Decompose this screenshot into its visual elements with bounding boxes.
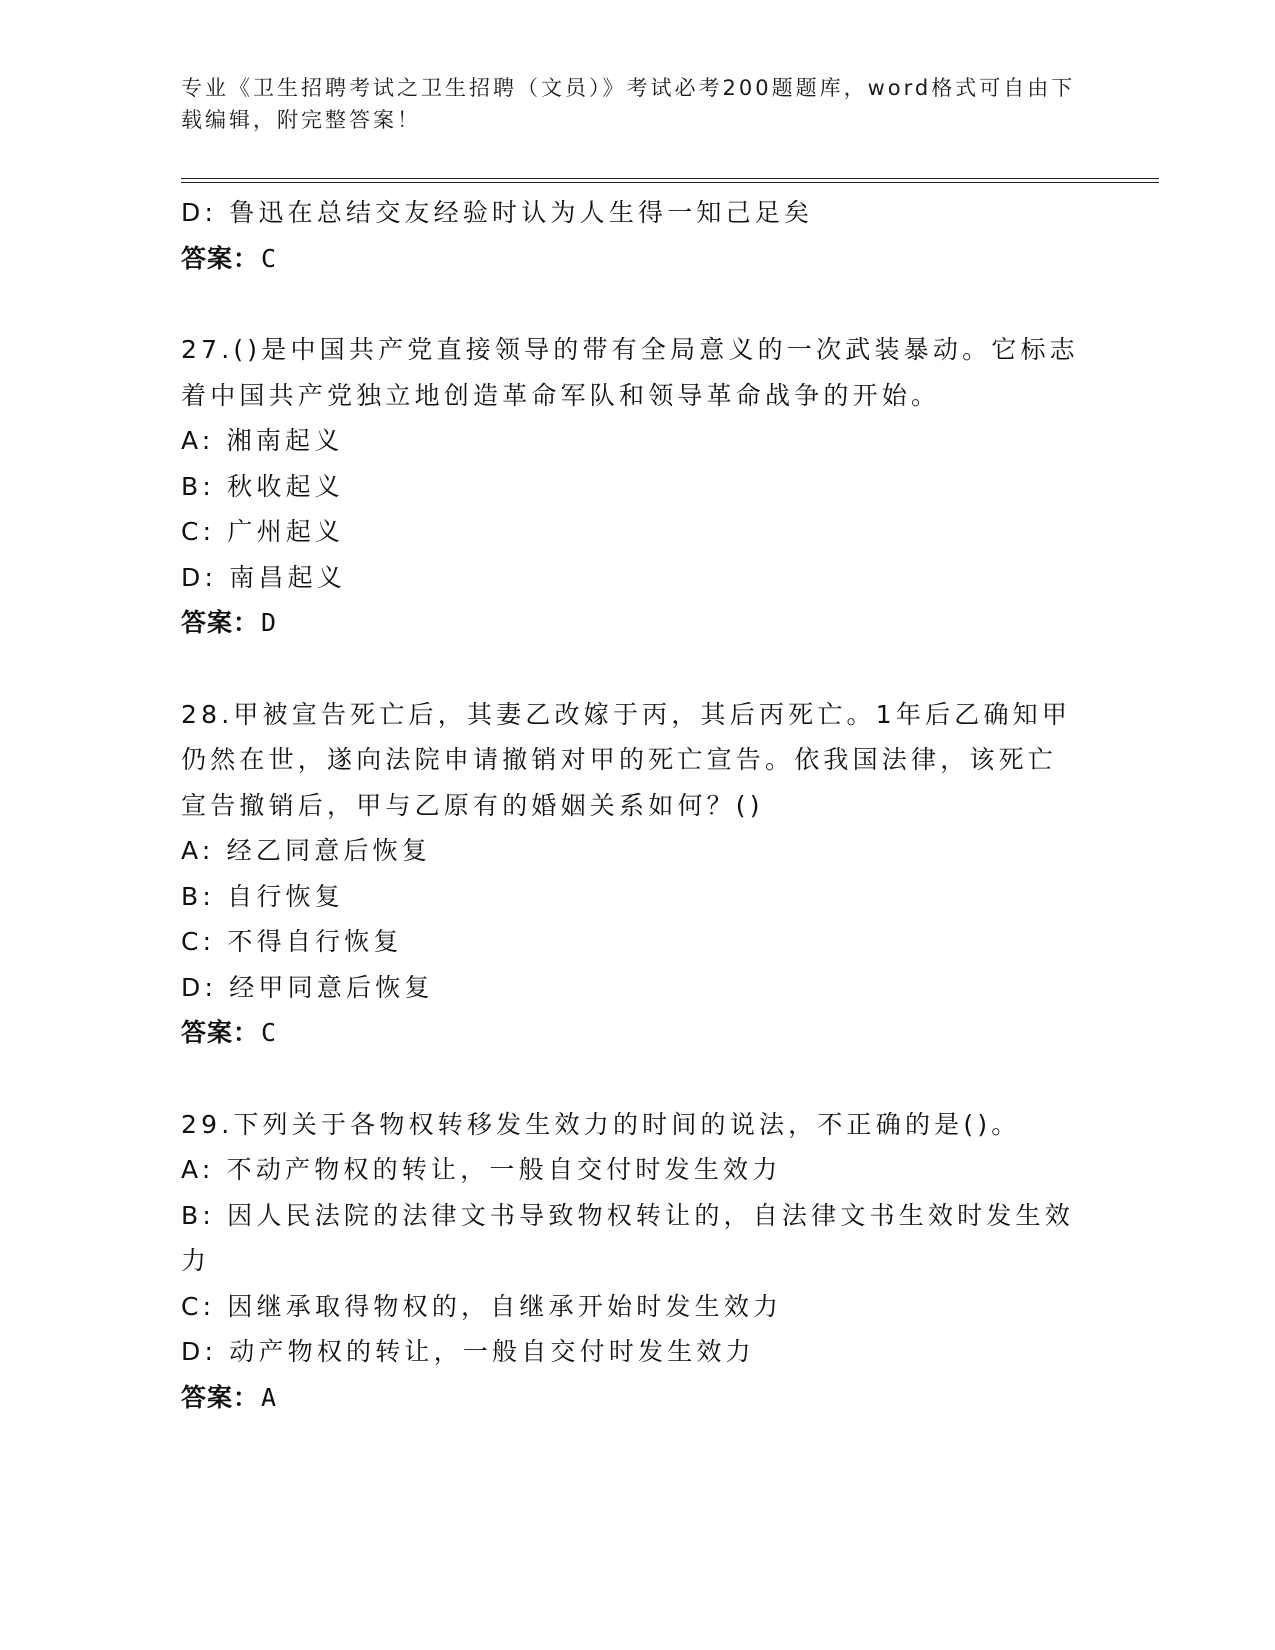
document-body	[181, 190, 1081, 1420]
answer-value: C	[261, 243, 278, 273]
answer-label: 答案：	[181, 1018, 260, 1047]
option-a: A: 湘南起义	[181, 426, 344, 455]
answer-line	[181, 600, 1081, 646]
header-divider	[181, 178, 1159, 183]
answer-label: 答案：	[181, 608, 260, 637]
prev-option-d: D: 鲁迅在总结交友经验时认为人生得一知己足矣	[181, 198, 814, 227]
question-stem: 28.甲被宣告死亡后，其妻乙改嫁于丙，其后丙死亡。1年后乙确知甲仍然在世，遂向法院申请撤销对甲的死亡宣告。依我国法律，该死亡宣告撤销后，甲与乙原有的婚姻关系如何？()	[181, 699, 1072, 820]
option-b: B: 自行恢复	[181, 881, 344, 911]
option-c: C: 广州起义	[181, 517, 345, 546]
option-d: D: 南昌起义	[181, 562, 347, 592]
option-c: C: 不得自行恢复	[181, 927, 403, 956]
answer-label: 答案：	[181, 243, 260, 273]
option-d: D: 经甲同意后恢复	[181, 972, 434, 1002]
prev-answer	[181, 236, 1081, 282]
option-a: A: 经乙同意后恢复	[181, 836, 432, 865]
question-27	[181, 327, 1081, 646]
spacer	[181, 646, 1081, 692]
question-stem: 29.下列关于各物权转移发生效力的时间的说法，不正确的是()。	[181, 1109, 1021, 1139]
answer-line	[181, 1375, 1081, 1421]
answer-label: 答案：	[181, 1382, 260, 1412]
spacer	[181, 1056, 1081, 1102]
answer-value: D	[261, 608, 278, 637]
option-d: D: 动产物权的转让，一般自交付时发生效力	[181, 1337, 755, 1366]
document-header: 专业《卫生招聘考试之卫生招聘（文员）》考试必考200题题库，word格式可自由下载编辑，附完整答案！	[181, 76, 1076, 132]
question-29	[181, 1102, 1081, 1421]
answer-line	[181, 1010, 1081, 1056]
option-a: A: 不动产物权的转让，一般自交付时发生效力	[181, 1155, 782, 1184]
answer-value: C	[261, 1018, 278, 1047]
question-28	[181, 692, 1081, 1056]
option-c: C: 因继承取得物权的，自继承开始时发生效力	[181, 1291, 783, 1321]
spacer	[181, 281, 1081, 327]
answer-value: A	[261, 1382, 278, 1412]
question-stem: 27.()是中国共产党直接领导的带有全局意义的一次武装暴动。它标志着中国共产党独立地创造革命军队和领导革命战争的开始。	[181, 335, 1079, 410]
option-b: B: 秋收起义	[181, 471, 344, 501]
option-b: B: 因人民法院的法律文书导致物权转让的，自法律文书生效时发生效力	[181, 1200, 1074, 1275]
